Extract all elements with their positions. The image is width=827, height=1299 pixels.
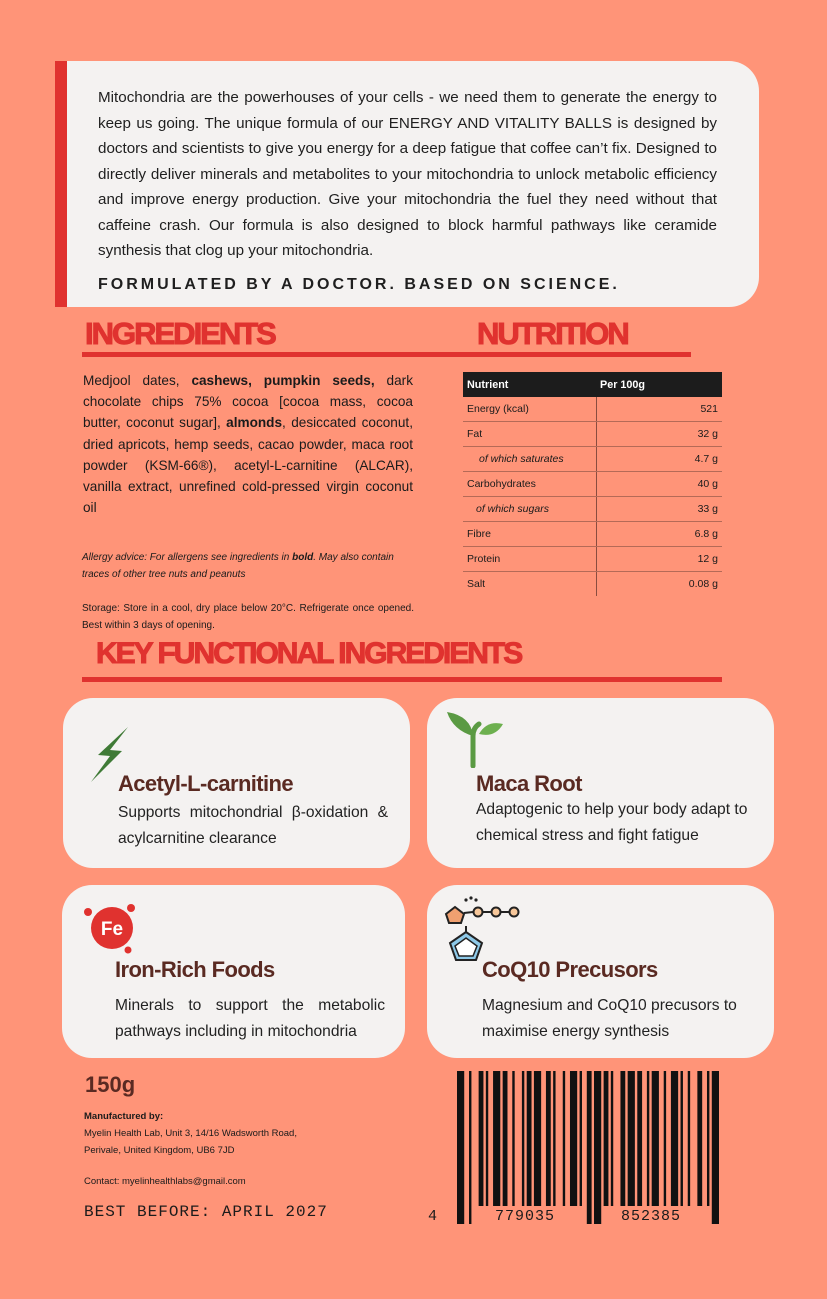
barcode-bar xyxy=(647,1071,649,1206)
section-rule xyxy=(82,352,691,357)
nutrition-table xyxy=(463,372,722,596)
barcode xyxy=(457,1071,719,1224)
table-row xyxy=(463,422,722,447)
nutrient-column-header: Nutrient xyxy=(463,372,596,397)
card-title: Acetyl-L-carnitine xyxy=(118,771,294,796)
barcode-bar xyxy=(652,1071,659,1206)
nutrient-name: Fat xyxy=(463,422,596,447)
nutrition-header-row xyxy=(463,372,722,397)
contact-email: Contact: myelinhealthlabs@gmail.com xyxy=(84,1176,246,1187)
nutrient-value: 521 xyxy=(596,397,722,422)
ingredients-part: , desiccated coconut, dried apricots, hemp seeds, cacao powder, maca root powder (KSM-66®), acetyl-L-carnitine (ALCAR), vanilla extract, unrefined cold-pressed virgin coconut oil xyxy=(83,415,413,516)
nutrient-name: Fibre xyxy=(463,522,596,547)
barcode-bar xyxy=(707,1071,709,1206)
table-row xyxy=(463,447,722,472)
ingredients-allergen: cashews, pumpkin seeds, xyxy=(191,373,375,388)
nutrient-value: 33 g xyxy=(596,497,722,522)
barcode-group-right: 852385 xyxy=(621,1208,682,1225)
nutrient-value: 0.08 g xyxy=(596,572,722,597)
ingredients-part: Medjool dates, xyxy=(83,373,192,388)
allergy-advice xyxy=(82,550,414,583)
barcode-bar xyxy=(587,1071,592,1224)
card-title: Maca Root xyxy=(476,771,582,796)
barcode-bar xyxy=(457,1071,464,1224)
barcode-bar xyxy=(512,1071,514,1206)
nutrient-name: Carbohydrates xyxy=(463,472,596,497)
intro-accent-bar xyxy=(55,61,67,307)
table-row xyxy=(463,472,722,497)
sprout-icon xyxy=(443,706,505,768)
barcode-bar xyxy=(580,1071,582,1206)
barcode-bar xyxy=(563,1071,565,1206)
barcode-bar xyxy=(611,1071,613,1206)
barcode-bar xyxy=(570,1071,577,1206)
barcode-bar xyxy=(534,1071,541,1206)
card-text: Minerals to support the metabolic pathways including in mitochondria xyxy=(115,997,385,1040)
barcode-bar xyxy=(522,1071,524,1206)
barcode-bars-svg xyxy=(457,1071,719,1224)
best-before-date: BEST BEFORE: APRIL 2027 xyxy=(84,1203,328,1221)
table-row xyxy=(463,522,722,547)
nutrient-value: 4.7 g xyxy=(596,447,722,472)
table-row xyxy=(463,547,722,572)
nutrient-value: 6.8 g xyxy=(596,522,722,547)
table-row xyxy=(463,497,722,522)
card-title: CoQ10 Precusors xyxy=(482,957,658,982)
nutrient-value: 32 g xyxy=(596,422,722,447)
intro-box xyxy=(67,61,759,307)
nutrient-name: Salt xyxy=(467,578,486,590)
fe-symbol: Fe xyxy=(100,919,124,940)
value-column-header: Per 100g xyxy=(596,372,722,397)
nutrient-name: Energy (kcal) xyxy=(463,397,596,422)
card-text: Magnesium and CoQ10 precusors to maximise energy synthesis xyxy=(482,997,737,1040)
barcode-bar xyxy=(664,1071,666,1206)
key-ingredients-heading: KEY FUNCTIONAL INGREDIENTS xyxy=(96,637,522,670)
card-text: Supports mitochondrial β-oxidation & acylcarnitine clearance xyxy=(118,804,388,847)
nutrient-name: of which saturates xyxy=(463,447,596,472)
intro-tagline: FORMULATED BY A DOCTOR. BASED ON SCIENCE. xyxy=(98,275,620,293)
barcode-bar xyxy=(527,1071,532,1206)
allergy-part: . May also contain traces of other tree nuts and peanuts xyxy=(82,552,394,580)
nutrient-value: 40 g xyxy=(596,472,722,497)
nutrient-name: Protein xyxy=(463,547,596,572)
barcode-bar xyxy=(594,1071,601,1224)
manufacturer-address-line2: Perivale, United Kingdom, UB6 7JD xyxy=(84,1145,235,1156)
ingredients-heading: INGREDIENTS xyxy=(85,316,275,351)
barcode-bar xyxy=(604,1071,609,1206)
barcode-bar xyxy=(620,1071,625,1206)
nutrient-value: 12 g xyxy=(596,547,722,572)
barcode-bar xyxy=(486,1071,488,1206)
intro-text: Mitochondria are the powerhouses of your cells - we need them to generate the energy to keep us going. The unique formula of our ENERGY AND VITALITY BALLS is designed by doctors and scientists to give you energy for a deep fatigue that coffee can’t fix. Designed to directly deliver minerals and metabolites to your mitochondria to unlock metabolic efficiency and improve energy production. Give your mitochondria the fuel they need without that caffeine crash. Our formula is also designed to block harmful pathways like ceramide synthesis that clog up your mitochondria. xyxy=(98,89,717,259)
manufacturer-label: Manufactured by: xyxy=(84,1111,164,1122)
barcode-bar xyxy=(637,1071,642,1206)
ingredients-allergen: almonds xyxy=(226,415,283,431)
barcode-bar xyxy=(681,1071,683,1206)
barcode-bar xyxy=(503,1071,508,1206)
allergy-part: Allergy advice: For allergens see ingredients in xyxy=(82,552,293,563)
barcode-bar xyxy=(479,1071,484,1206)
allergy-bold: bold xyxy=(292,552,314,563)
barcode-bar xyxy=(469,1071,471,1224)
barcode-bar xyxy=(553,1071,555,1206)
barcode-bar xyxy=(671,1071,678,1206)
table-row xyxy=(463,397,722,422)
barcode-group-left: 779035 xyxy=(495,1208,556,1225)
barcode-bar xyxy=(493,1071,500,1206)
card-text: Adaptogenic to help your body adapt to chemical stress and fight fatigue xyxy=(476,801,748,844)
barcode-bar xyxy=(546,1071,551,1206)
net-weight: 150g xyxy=(85,1072,136,1097)
barcode-bar xyxy=(712,1071,719,1224)
molecule-icon xyxy=(440,896,524,962)
storage-text: Storage: Store in a cool, dry place below 20°C. Refrigerate once opened. Best within 3 days of opening. xyxy=(82,603,414,631)
nutrient-name: of which sugars xyxy=(463,497,596,522)
manufacturer-address-line1: Myelin Health Lab, Unit 3, 14/16 Wadsworth Road, xyxy=(84,1128,297,1139)
ingredients-part: dark chocolate chips 75% cocoa [cocoa mass, cocoa butter, coconut sugar], xyxy=(83,373,413,431)
nutrition-heading: NUTRITION xyxy=(477,316,628,351)
barcode-digit-first: 4 xyxy=(428,1208,438,1225)
barcode-bar xyxy=(697,1071,702,1206)
barcode-bar xyxy=(628,1071,635,1206)
table-row xyxy=(463,572,722,597)
iron-fe-icon xyxy=(80,898,140,956)
key-ingredients-rule xyxy=(82,677,722,682)
ingredients-text xyxy=(83,370,413,518)
card-title: Iron-Rich Foods xyxy=(115,957,275,982)
barcode-bar xyxy=(688,1071,690,1206)
